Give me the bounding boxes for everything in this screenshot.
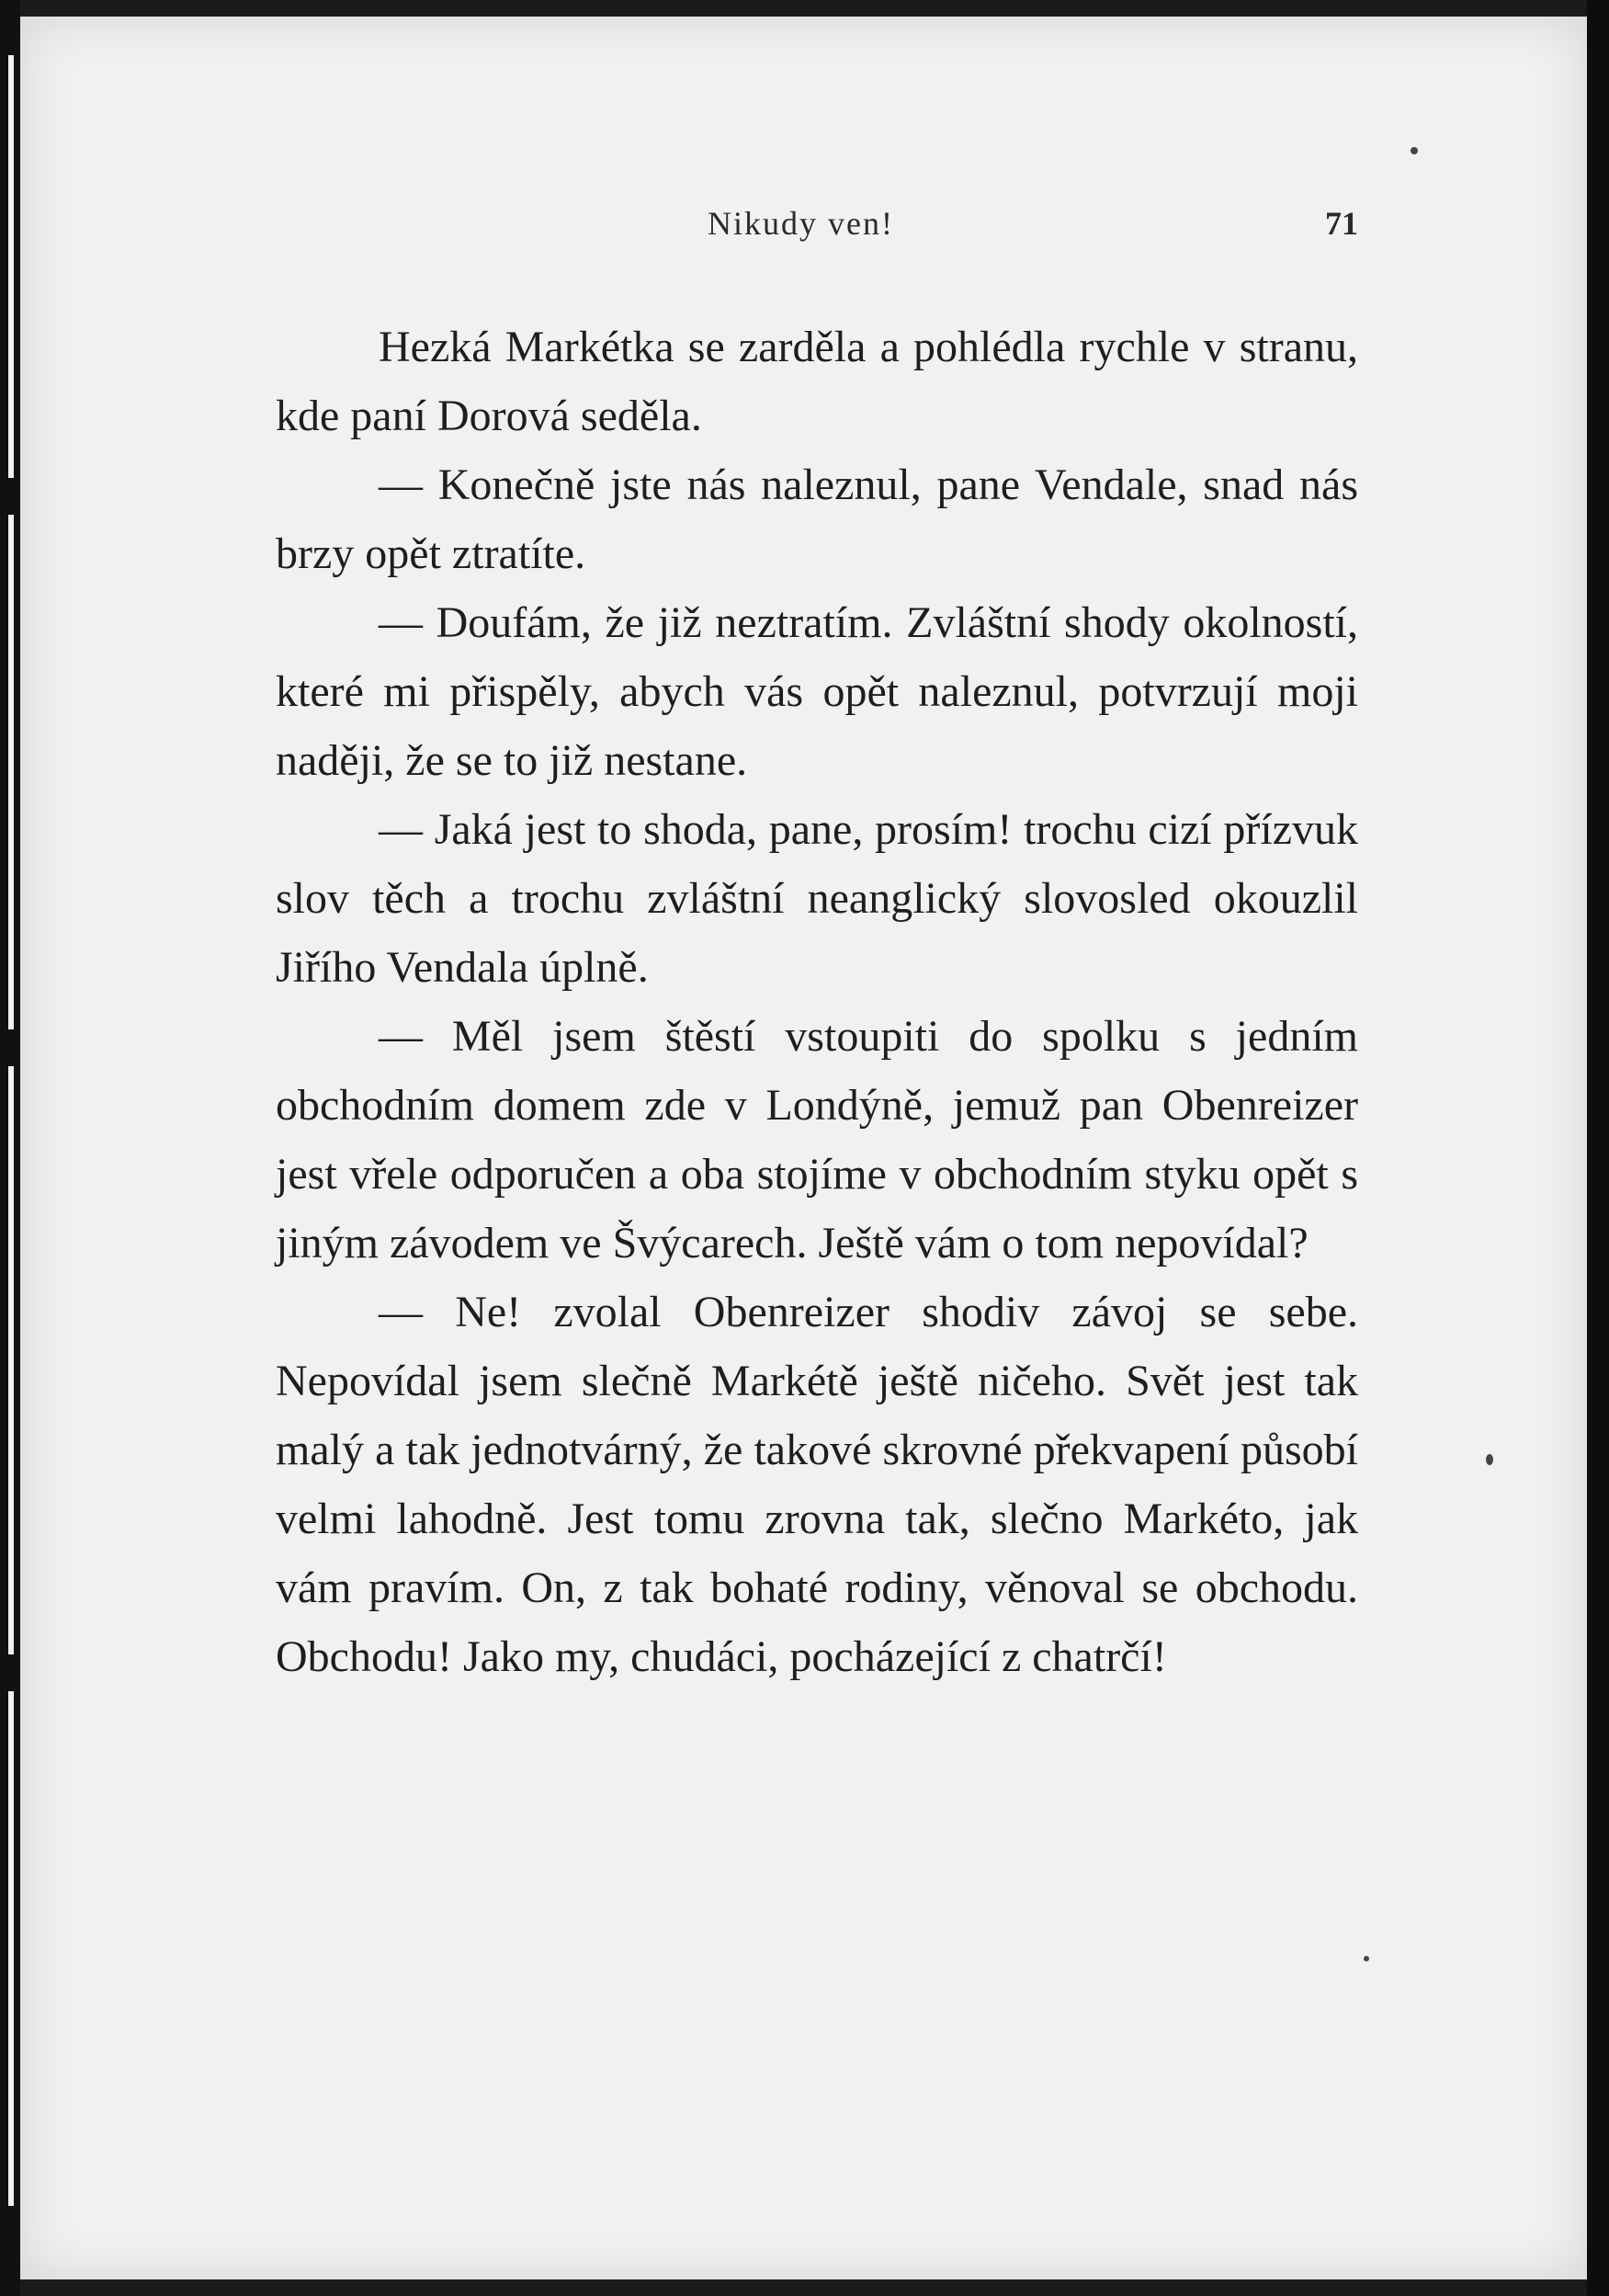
paper-speck [1364,1956,1369,1961]
paragraph: Hezká Markétka se zarděla a pohlédla rychle v stranu, kde paní Dorová seděla. [276,323,1358,440]
paper-speck [1486,1454,1493,1465]
edge-mark [8,55,14,478]
paragraph: — Ne! zvolal Obenreizer shodiv závoj se sebe. Nepovídal jsem slečně Markétě ještě ničeho. Svět jest tak malý a tak jednotvárný, že takové skrovné překvapení působí velmi lahodně. Jest tomu zrovna tak, slečno Markéto, jak vám pravím. On, z tak bohaté rodiny, věnoval se obchodu. Obchodu! Jako my, chudáci, pocházející z chatrčí! [276,1288,1358,1681]
left-scan-edge [0,0,20,2296]
edge-mark [8,515,14,1029]
paragraph: — Jaká jest to shoda, pane, prosím! trochu cizí přízvuk slov těch a trochu zvláštní neanglický slovosled okouzlil Jiřího Vendala úplně. [276,805,1358,992]
edge-mark [8,1066,14,1654]
edge-mark [8,1691,14,2206]
right-scan-edge [1587,0,1609,2296]
body-text [276,313,1358,1691]
paragraph: — Měl jsem štěstí vstoupiti do spolku s jedním obchodním domem zde v Londýně, jemuž pan Obenreizer jest vřele odporučen a oba stojíme v obchodním styku opět s jiným závodem ve Švýcarech. Ještě vám o tom nepovídal? [276,1012,1358,1267]
paragraph: — Konečně jste nás naleznul, pane Vendale, snad nás brzy opět ztratíte. [276,460,1358,578]
page-number: 71 [1325,205,1358,242]
paragraph: — Doufám, že již neztratím. Zvláštní shody okolností, které mi přispěly, abych vás opět naleznul, potvrzují moji naději, že se to již nestane. [276,598,1358,785]
paper-speck [1411,147,1418,154]
running-title: Nikudy ven! [708,205,894,242]
page-header [276,204,1358,250]
